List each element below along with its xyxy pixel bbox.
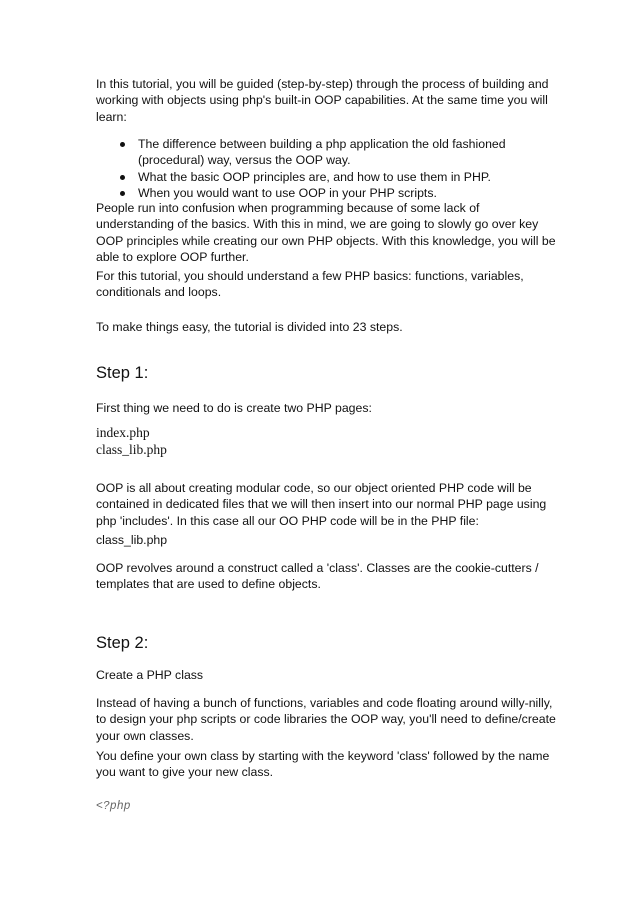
text-line: working with objects using php's built-in OOP capabilities. At the same time you will: [96, 93, 548, 108]
text-line: templates that are used to define objects.: [96, 577, 321, 592]
bullet-icon: [120, 142, 125, 147]
intro-paragraph: [96, 76, 556, 125]
confusion-paragraph: [96, 200, 556, 266]
text-line: In this tutorial, you will be guided (step-by-step) through the process of building and: [96, 77, 549, 91]
list-item: [120, 136, 560, 169]
text-line: People run into confusion when programming because of some lack of: [96, 201, 480, 215]
text-line: When you would want to use OOP in your PHP scripts.: [138, 186, 437, 201]
oop-modular-paragraph: [96, 480, 556, 529]
text-line: php 'includes'. In this case all our OO PHP code will be in the PHP file:: [96, 513, 479, 528]
text-line: The difference between building a php application the old fashioned: [138, 137, 506, 151]
text-line: conditionals and loops.: [96, 285, 222, 300]
file-name: index.php: [96, 425, 150, 440]
text-line: Instead of having a bunch of functions, variables and code floating around willy-nilly,: [96, 696, 553, 710]
learning-bullet-list: [120, 136, 560, 202]
text-line: To make things easy, the tutorial is divided into 23 steps.: [96, 320, 403, 334]
text-line: OOP is all about creating modular code, so our object oriented PHP code will be: [96, 481, 532, 495]
text-line: First thing we need to do is create two PHP pages:: [96, 401, 372, 415]
text-line: What the basic OOP principles are, and how to use them in PHP.: [138, 169, 491, 184]
bullet-icon: [120, 175, 125, 180]
text-line: Create a PHP class: [96, 668, 204, 682]
text-line: to design your php scripts or code libraries the OOP way, you'll need to define/create: [96, 712, 556, 727]
text-line: contained in dedicated files that we will then insert into our normal PHP page using: [96, 497, 547, 512]
prerequisites-paragraph: [96, 268, 556, 301]
class-description-paragraph: [96, 560, 556, 593]
text-line: OOP principles while creating our own PHP objects. With this knowledge, you will be: [96, 233, 556, 248]
code-snippet: <?php: [96, 800, 131, 813]
step-1-intro: [96, 400, 556, 416]
file-name: class_lib.php: [96, 533, 168, 547]
text-line: understanding of the basics. With this in mind, we are going to slowly go over key: [96, 217, 539, 232]
text-line: You define your own class by starting with the keyword 'class' followed by the name: [96, 749, 550, 763]
step-1-heading: Step 1:: [96, 364, 149, 382]
text-line: you want to give your new class.: [96, 765, 274, 780]
step-2-intro: [96, 667, 556, 683]
define-classes-paragraph: [96, 695, 556, 744]
steps-count-paragraph: [96, 319, 556, 335]
text-line: OOP revolves around a construct called a 'class'. Classes are the cookie-cutters /: [96, 561, 539, 575]
step-2-heading: Step 2:: [96, 634, 149, 652]
bullet-icon: [120, 191, 125, 196]
class-file-paragraph: [96, 532, 556, 548]
text-line: learn:: [96, 109, 127, 124]
list-item: [120, 169, 560, 185]
text-line: (procedural) way, versus the OOP way.: [138, 153, 351, 168]
text-line: For this tutorial, you should understand a few PHP basics: functions, variables,: [96, 269, 524, 283]
text-line: your own classes.: [96, 728, 194, 743]
file-list: [96, 424, 167, 458]
class-keyword-paragraph: [96, 748, 556, 781]
text-line: able to explore OOP further.: [96, 250, 249, 265]
file-name: class_lib.php: [96, 442, 167, 457]
